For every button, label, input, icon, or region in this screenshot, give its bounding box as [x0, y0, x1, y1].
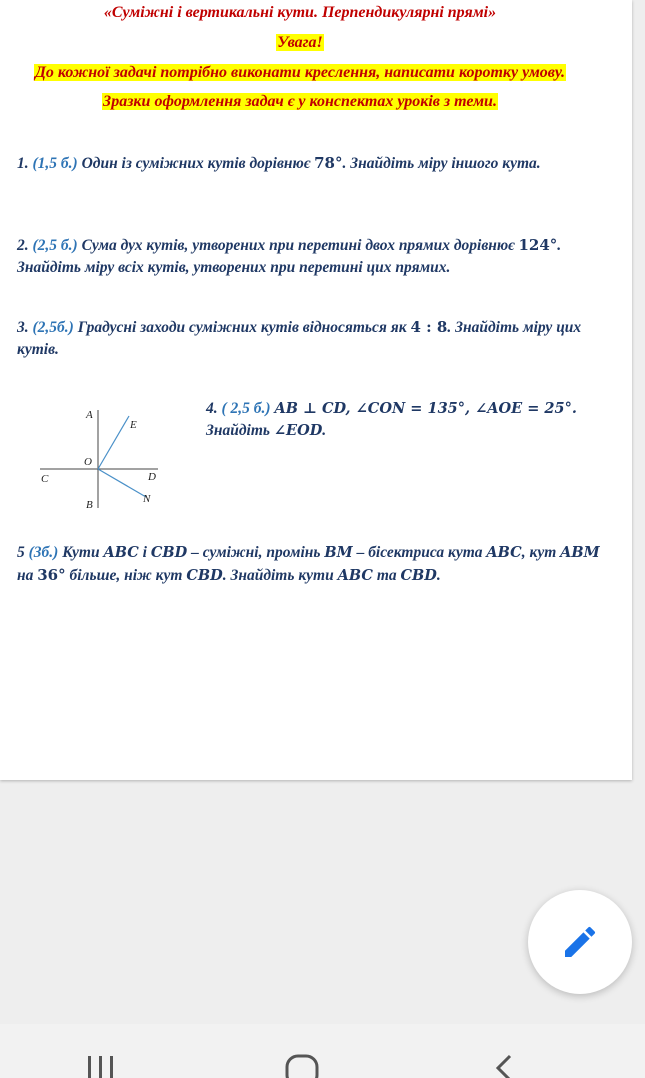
task-4-find-angle: ∠EOD: [273, 422, 323, 439]
task-5-value: 36°: [37, 566, 66, 584]
angle-diagram: [36, 404, 166, 516]
task-2-points: (2,5 б.): [32, 237, 78, 254]
task-5-and: і: [142, 544, 147, 561]
task-5-text-e: на: [17, 567, 34, 584]
task-2-text-b: . Знайдіть міру всіх кутів, утворених при перетині цих прямих.: [17, 237, 562, 276]
task-5-abc-2: ABC: [486, 544, 522, 561]
warning-text: Увага!: [277, 34, 323, 51]
task-5-text-c: – бісектриса кута: [356, 544, 483, 561]
task-1-text-b: . Знайдіть міру іншого кута.: [342, 155, 541, 172]
task-4-find-label: Знайдіть: [206, 422, 270, 439]
pencil-icon: [560, 922, 600, 962]
instruction-1: До кожної задачі потрібно виконати креслення, написати коротку умову.: [34, 64, 566, 81]
instruction-line-1: [0, 64, 600, 82]
system-navigation-bar: [0, 1024, 645, 1078]
label-o: O: [84, 456, 92, 468]
task-2-value: 124°: [518, 236, 558, 254]
task-1-text-a: Один із суміжних кутів дорівнює: [81, 155, 311, 172]
task-5-cbd-2: CBD: [186, 567, 223, 584]
task-4-period: .: [322, 422, 327, 439]
ray-oe: [98, 416, 129, 469]
edit-button[interactable]: [528, 890, 632, 994]
task-5-ta: та: [376, 567, 397, 584]
task-5-number: 5: [17, 544, 25, 561]
task-5: [17, 542, 617, 587]
label-a: A: [86, 409, 93, 421]
task-4-condition: AB ⊥ CD, ∠CON = 135°, ∠AOE = 25°.: [274, 400, 577, 417]
task-4: [206, 398, 606, 442]
task-1: [17, 152, 597, 175]
task-2: [17, 234, 607, 279]
document-title: «Суміжні і вертикальні кути. Перпендикулярні прямі»: [103, 4, 497, 21]
task-5-cbd-3: CBD: [400, 567, 437, 584]
instruction-line-2: [0, 93, 600, 111]
task-5-text-a: Кути: [62, 544, 100, 561]
back-icon[interactable]: [492, 1052, 516, 1078]
task-2-text-a: Сума дух кутів, утворених при перетині двох прямих дорівнює: [81, 237, 515, 254]
task-5-points: (3б.): [28, 544, 59, 561]
recent-apps-icon[interactable]: [86, 1052, 116, 1078]
label-b: B: [86, 499, 93, 511]
task-5-text-d: , кут: [521, 544, 557, 561]
task-3-text-a: Градусні заходи суміжних кутів відносяться як: [77, 319, 407, 336]
label-e: E: [130, 419, 137, 431]
task-5-bm: BM: [324, 544, 353, 561]
task-1-points: (1,5 б.): [32, 155, 78, 172]
task-3-number: 3.: [17, 319, 29, 336]
home-icon[interactable]: [284, 1052, 320, 1078]
task-4-number: 4.: [206, 400, 218, 417]
task-5-abc: ABC: [103, 544, 139, 561]
task-3-points: (2,5б.): [32, 319, 74, 336]
task-5-abm: ABM: [560, 544, 600, 561]
task-1-number: 1.: [17, 155, 29, 172]
label-c: C: [41, 473, 49, 485]
task-5-abc-3: ABC: [337, 567, 373, 584]
instruction-2: Зразки оформлення задач є у конспектах уроків з теми.: [103, 93, 497, 110]
task-5-text-g: . Знайдіть кути: [222, 567, 334, 584]
task-2-number: 2.: [17, 237, 29, 254]
label-n: N: [143, 493, 151, 505]
task-1-value: 78°: [314, 154, 343, 172]
task-5-text-f: більше, ніж кут: [69, 567, 183, 584]
task-3-text-b: . Знайдіть міру цих кутів.: [17, 319, 582, 358]
task-5-end: .: [436, 567, 441, 584]
ray-on: [98, 469, 146, 497]
task-3: [17, 316, 607, 361]
label-d: D: [148, 471, 156, 483]
task-4-points: ( 2,5 б.): [221, 400, 271, 417]
task-3-ratio: 4 : 8: [410, 318, 448, 336]
task-5-text-b: – суміжні, промінь: [191, 544, 321, 561]
task-5-cbd: CBD: [150, 544, 188, 561]
warning-line: [0, 34, 600, 52]
